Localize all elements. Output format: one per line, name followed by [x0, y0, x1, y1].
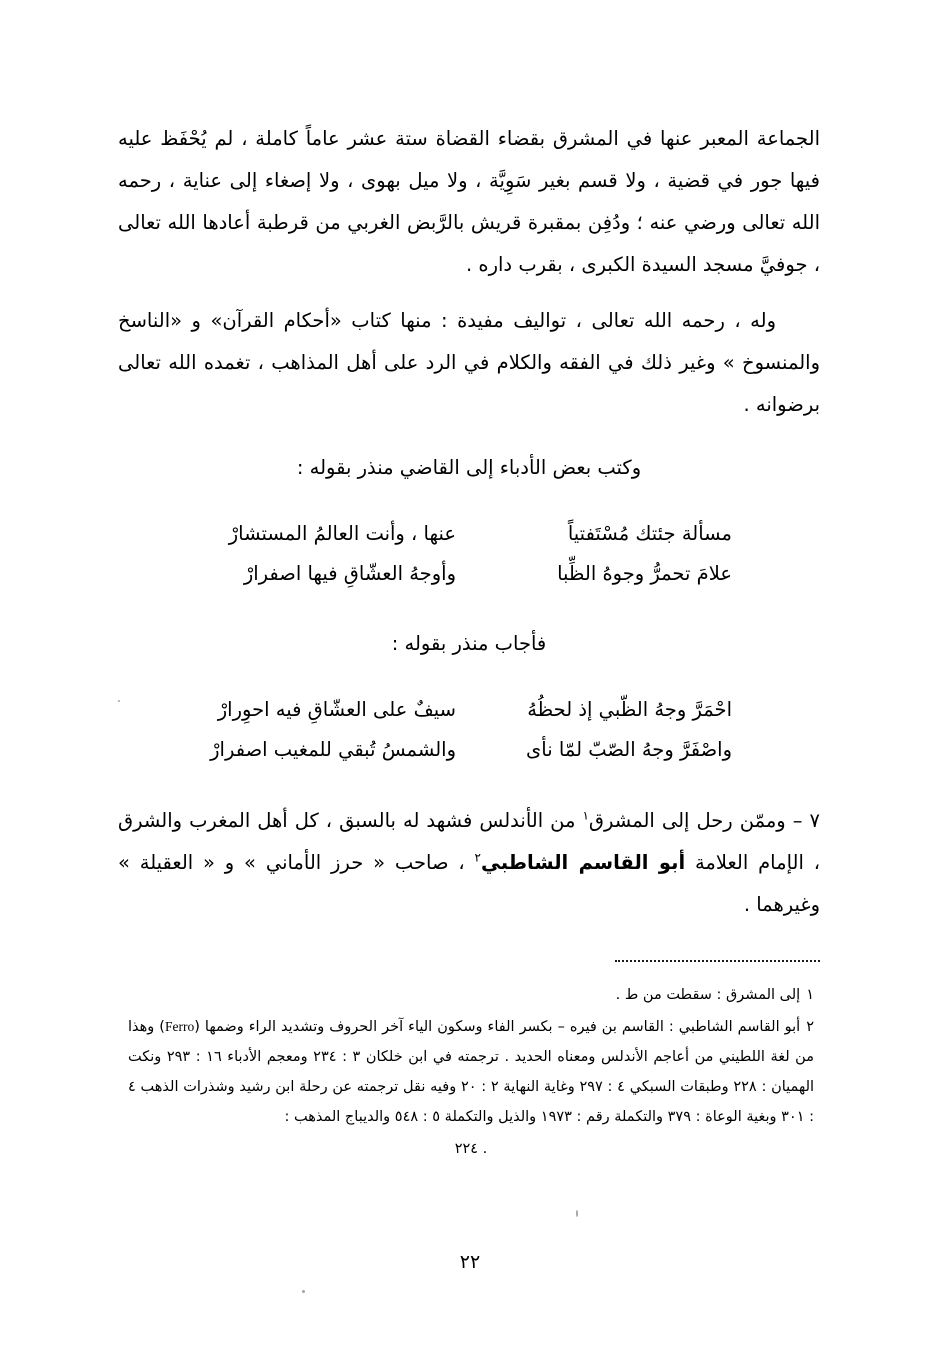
entry-number: ٧ –	[792, 809, 821, 832]
footnote-separator	[615, 960, 820, 962]
paragraph-reply-intro: فأجاب منذر بقوله :	[391, 632, 547, 655]
verse-hemistich-right: علامَ تحمرُّ وجوهُ الظِّبا	[557, 562, 732, 585]
verse-hemistich-left: عنها ، وأنت العالمُ المستشارْ	[228, 522, 456, 545]
page-number: ٢٢	[459, 1251, 481, 1273]
scan-speck	[576, 1210, 578, 1217]
verse-line	[118, 690, 820, 730]
entry-text-middle: من الأندلس فشهد له بالسبق ، كل أهل المغرب والشرق ، الإمام العلامة	[118, 809, 821, 874]
paragraph-wakataba: وكتب بعض الأدباء إلى القاضي منذر بقوله :	[296, 456, 642, 479]
verse-hemistich-left: سيفٌ على العشّاقِ فيه احوِرارْ	[217, 698, 456, 721]
footnote-text-part-2: ) وهذا من لغة اللطيني من أعاجم الأندلس ومعناه الحديد . ترجمته في ابن خلكان ٣ : ٢٣٤ ومعجم الأدباء ١٦ : ٢٩٣ ونكت الهميان : ٢٢٨ وطبقات السبكي ٤ : ٢٩٧ وغاية النهاية ٢ : ٢٠ وفيه نقل ترجمته عن رحلة ابن رشيد وشذرات الذهب ٤ : ٣٠١ وبغية الوعاة : ٣٧٩ والتكملة رقم : ١٩٧٣ والذيل والتكملة ٥ : ٥٤٨ والديباج المذهب :	[128, 1019, 815, 1125]
footnote-ref-1: ١	[582, 808, 589, 823]
verse-hemistich-left: والشمسُ تُبقي للمغيب اصفرارْ	[210, 738, 456, 761]
footnote-text-part-1: أبو القاسم الشاطبي : القاسم بن فيره – بكسر الفاء وسكون الياء آخر الحروف وتشديد الراء وضمها (	[194, 1019, 801, 1035]
entry-bold-name: أبو القاسم الشاطبي	[480, 851, 686, 874]
verse-line	[118, 730, 820, 770]
main-text-column	[118, 118, 820, 926]
verse-hemistich-left: وأوجهُ العشّاقِ فيها اصفرارْ	[243, 562, 456, 585]
entry-text-before: وممّن رحل إلى المشرق	[588, 809, 793, 832]
verse-hemistich-right: احْمَرَّ وجهُ الظّبي إذ لحظُهُ	[527, 698, 732, 721]
footnote-ref-2: ٢	[474, 850, 481, 865]
verse-hemistich-right: مسألة جئتك مُسْتَفتياً	[567, 522, 732, 545]
verse-block-first	[118, 514, 820, 594]
verse-line	[118, 554, 820, 594]
footnote-latin-term: Ferro	[164, 1019, 195, 1034]
entry-text-after: ، صاحب « حرز الأماني » و « العقيلة » وغيرهما .	[118, 851, 820, 916]
scan-speck	[118, 700, 120, 702]
verse-block-second	[118, 690, 820, 770]
paragraph-jamaa: الجماعة المعبر عنها في المشرق بقضاء القضاة ستة عشر عاماً كاملة ، لم يُحْفَظ عليه فيها جور في قضية ، ولا قسم بغير سَوِيَّة ، ولا ميل بهوى ، ولا إصغاء إلى عناية ، رحمه الله تعالى ورضي عنه ؛ ودُفِن بمقبرة قريش بالرَّبض الغربي من قرطبة أعادها الله تعالى ، جوفيَّ مسجد السيدة الكبرى ، بقرب داره .	[118, 127, 820, 276]
footnote-marker: ١	[806, 987, 814, 1003]
verse-hemistich-right: واصْفَرَّ وجهُ الصّبّ لمّا نأى	[526, 738, 732, 761]
paragraph-tawalif: وله ، رحمه الله تعالى ، تواليف مفيدة : منها كتاب «أحكام القرآن» و «الناسخ والمنسوخ » وغير ذلك في الفقه والكلام في الرد على أهل المذاهب ، تغمده الله تعالى برضوانه .	[118, 309, 820, 416]
footnote-2	[128, 1012, 814, 1132]
footnote-text: إلى المشرق : سقطت من ط .	[615, 987, 801, 1003]
footnote-2-tail: . ٢٢٤	[454, 1141, 488, 1157]
verse-line	[118, 514, 820, 554]
footnotes-section	[118, 980, 820, 1164]
paragraph-entry-7	[118, 800, 820, 926]
scan-speck	[302, 1290, 305, 1293]
footnote-1	[128, 980, 814, 1010]
footnote-marker: ٢	[806, 1019, 814, 1035]
